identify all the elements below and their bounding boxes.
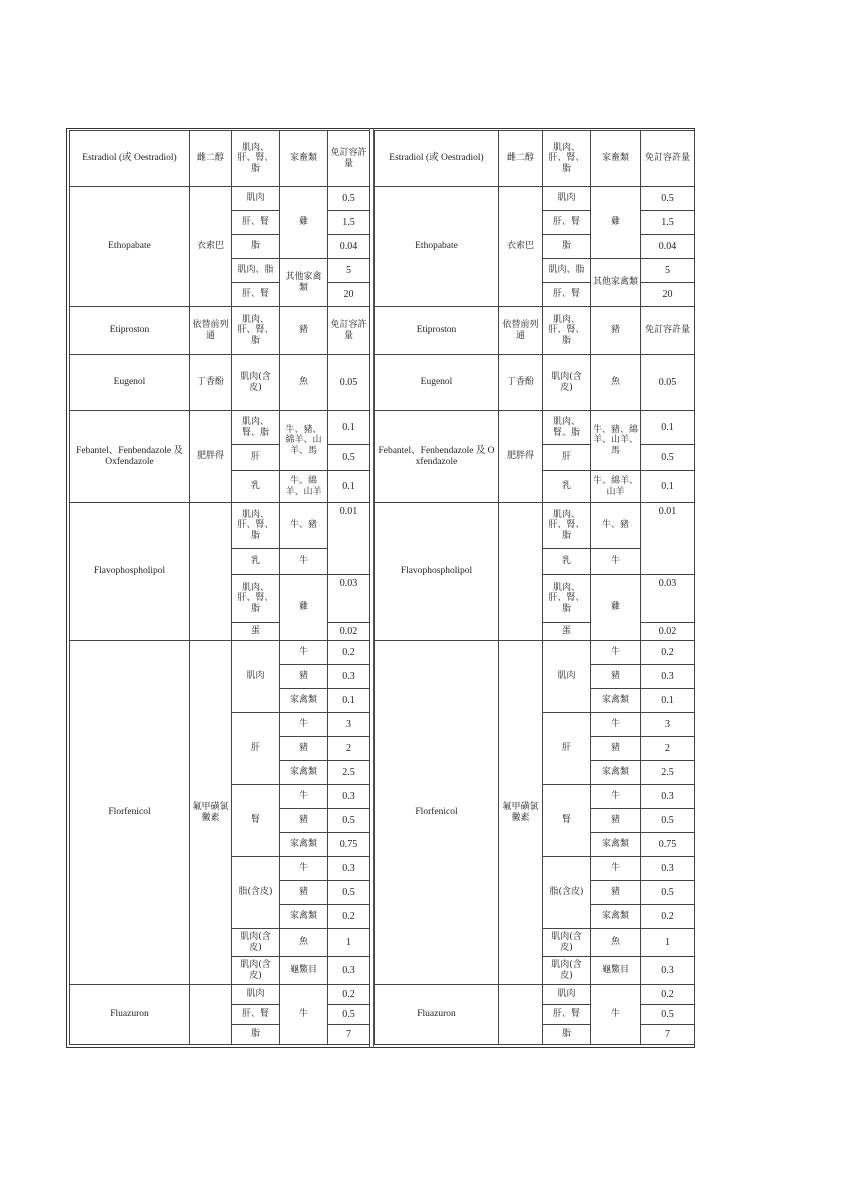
species: 豬 — [280, 881, 328, 905]
header-col2: 雌二醇 — [499, 131, 543, 187]
mrl-value: 0.01 — [328, 503, 370, 575]
mrl-value: 0.1 — [328, 471, 370, 503]
species: 雞 — [591, 575, 641, 641]
mrl-value: 0.1 — [641, 471, 695, 503]
header-col1: Estradiol (或 Oestradiol) — [70, 131, 190, 187]
tissue: 肝、腎 — [543, 283, 591, 307]
table-row — [70, 985, 370, 1005]
tissue: 肌肉 — [543, 985, 591, 1005]
mrl-value: 0.3 — [641, 957, 695, 985]
species: 牛 — [280, 785, 328, 809]
table-row — [375, 355, 695, 411]
mrl-value: 20 — [641, 283, 695, 307]
tissue: 肌肉(含皮) — [232, 957, 280, 985]
mrl-value: 1 — [328, 929, 370, 957]
header-col5: 免訂容許量 — [641, 131, 695, 187]
drug-cn-name: 丁香酚 — [499, 355, 543, 411]
species: 家禽類 — [280, 761, 328, 785]
tissue: 肌肉(含皮) — [232, 355, 280, 411]
mrl-value: 0.2 — [328, 641, 370, 665]
species: 牛、綿羊、山羊 — [280, 471, 328, 503]
mrl-value: 0.5 — [328, 187, 370, 211]
table-row — [375, 411, 695, 445]
tissue: 脂 — [232, 1025, 280, 1045]
drug-name: Florfenicol — [70, 641, 190, 985]
tissue: 肝 — [232, 713, 280, 785]
drug-cn-name: 依替前列通 — [190, 307, 232, 355]
tissue: 肌肉(含皮) — [543, 355, 591, 411]
tissue: 肝、腎 — [232, 211, 280, 235]
mrl-value: 0.2 — [328, 905, 370, 929]
species: 牛、豬、綿羊、山羊、馬 — [591, 411, 641, 471]
table-row — [375, 307, 695, 355]
species: 雞 — [591, 187, 641, 259]
mrl-value: 0.3 — [328, 785, 370, 809]
header-col1: Estradiol (或 Oestradiol) — [375, 131, 499, 187]
residue-table-right — [374, 130, 695, 1045]
mrl-value: 0.03 — [328, 575, 370, 623]
mrl-value: 0.2 — [641, 905, 695, 929]
species: 牛 — [280, 985, 328, 1045]
species: 牛 — [591, 785, 641, 809]
tissue: 肝 — [543, 713, 591, 785]
species: 魚 — [591, 929, 641, 957]
mrl-value: 0.5 — [328, 445, 370, 471]
species: 雞 — [280, 575, 328, 641]
species: 魚 — [280, 355, 328, 411]
tissue: 蛋 — [232, 623, 280, 641]
species: 牛、豬 — [280, 503, 328, 549]
drug-name: Etiproston — [70, 307, 190, 355]
drug-cn-name: 肥胖得 — [499, 411, 543, 503]
drug-name: Ethopabate — [375, 187, 499, 307]
tissue: 乳 — [232, 471, 280, 503]
species: 牛 — [591, 713, 641, 737]
drug-name: Flavophospholipol — [375, 503, 499, 641]
drug-cn-name: 衣索巴 — [190, 187, 232, 307]
table-row — [70, 307, 370, 355]
mrl-value: 0.5 — [641, 187, 695, 211]
drug-cn-name: 肥胖得 — [190, 411, 232, 503]
tissue: 肌肉、腎、脂 — [232, 411, 280, 445]
mrl-value: 2.5 — [328, 761, 370, 785]
tissue: 肝 — [543, 445, 591, 471]
tissue: 脂 — [543, 235, 591, 259]
mrl-value: 0.2 — [641, 985, 695, 1005]
species: 牛 — [280, 713, 328, 737]
mrl-value: 1.5 — [641, 211, 695, 235]
mrl-value: 5 — [328, 259, 370, 283]
tissue: 乳 — [543, 549, 591, 575]
species: 龜鱉目 — [280, 957, 328, 985]
mrl-value: 2.5 — [641, 761, 695, 785]
tissue: 腎 — [543, 785, 591, 857]
table-row — [375, 985, 695, 1005]
drug-cn-name: 衣索巴 — [499, 187, 543, 307]
mrl-value: 0.04 — [328, 235, 370, 259]
mrl-value: 0.01 — [641, 503, 695, 575]
species: 牛 — [591, 985, 641, 1045]
species: 牛 — [280, 549, 328, 575]
tissue: 肝、腎 — [543, 1005, 591, 1025]
drug-cn-name: 氟甲磺氯黴素 — [499, 641, 543, 985]
species: 家禽類 — [591, 761, 641, 785]
species: 豬 — [591, 665, 641, 689]
species: 豬 — [591, 307, 641, 355]
species: 牛 — [280, 641, 328, 665]
header-row — [375, 131, 695, 187]
species: 家禽類 — [591, 833, 641, 857]
drug-name: Flavophospholipol — [70, 503, 190, 641]
species: 家禽類 — [280, 689, 328, 713]
species: 家禽類 — [591, 689, 641, 713]
tissue: 肌肉(含皮) — [232, 929, 280, 957]
mrl-value: 0.3 — [641, 785, 695, 809]
drug-name: Florfenicol — [375, 641, 499, 985]
species: 其他家禽類 — [280, 259, 328, 307]
tissue: 肝 — [232, 445, 280, 471]
species: 牛 — [591, 857, 641, 881]
species: 魚 — [280, 929, 328, 957]
tissue: 脂 — [543, 1025, 591, 1045]
tissue: 肝、腎 — [543, 211, 591, 235]
header-col3: 肌肉、肝、腎、脂 — [232, 131, 280, 187]
tissue: 脂 — [232, 235, 280, 259]
table-row — [70, 411, 370, 445]
table-row — [375, 641, 695, 665]
mrl-value: 0.04 — [641, 235, 695, 259]
mrl-value: 5 — [641, 259, 695, 283]
mrl-value: 0.3 — [641, 857, 695, 881]
drug-cn-name — [499, 503, 543, 641]
species: 豬 — [591, 737, 641, 761]
tissue: 肌肉 — [232, 187, 280, 211]
drug-cn-name: 依替前列通 — [499, 307, 543, 355]
mrl-value: 20 — [328, 283, 370, 307]
mrl-value: 0.05 — [328, 355, 370, 411]
tissue: 肌肉、肝、腎、脂 — [543, 503, 591, 549]
mrl-value: 3 — [328, 713, 370, 737]
mrl-value: 0.1 — [641, 411, 695, 445]
mrl-value: 0.2 — [641, 641, 695, 665]
tissue: 肌肉(含皮) — [543, 929, 591, 957]
drug-name: Fluazuron — [70, 985, 190, 1045]
tissue: 肌肉、肝、腎、脂 — [232, 503, 280, 549]
tissue: 肌肉 — [232, 985, 280, 1005]
mrl-value: 0.02 — [328, 623, 370, 641]
drug-cn-name — [499, 985, 543, 1045]
species: 豬 — [280, 665, 328, 689]
mrl-value: 0.5 — [641, 881, 695, 905]
drug-name: Eugenol — [70, 355, 190, 411]
header-col4: 家畜類 — [280, 131, 328, 187]
drug-cn-name — [190, 985, 232, 1045]
header-col3: 肌肉、肝、腎、脂 — [543, 131, 591, 187]
mrl-value: 0.5 — [328, 881, 370, 905]
tissue: 肌肉 — [543, 187, 591, 211]
residue-table-left — [69, 130, 370, 1045]
mrl-value: 0.5 — [328, 809, 370, 833]
mrl-value: 1.5 — [328, 211, 370, 235]
mrl-value: 0.3 — [641, 665, 695, 689]
mrl-value: 0.1 — [328, 689, 370, 713]
tissue: 蛋 — [543, 623, 591, 641]
drug-cn-name — [190, 503, 232, 641]
species: 牛、綿羊、山羊 — [591, 471, 641, 503]
mrl-value: 1 — [641, 929, 695, 957]
tissue: 乳 — [543, 471, 591, 503]
mrl-value: 免訂容許量 — [641, 307, 695, 355]
drug-cn-name: 氟甲磺氯黴素 — [190, 641, 232, 985]
mrl-value: 0.5 — [641, 809, 695, 833]
table-row — [70, 641, 370, 665]
species: 牛、豬、綿羊、山羊、馬 — [280, 411, 328, 471]
mrl-value: 0.3 — [328, 665, 370, 689]
drug-name: Ethopabate — [70, 187, 190, 307]
drug-name: Fluazuron — [375, 985, 499, 1045]
mrl-value: 0.5 — [328, 1005, 370, 1025]
mrl-value: 0.05 — [641, 355, 695, 411]
table-row — [70, 355, 370, 411]
mrl-value: 0.5 — [641, 445, 695, 471]
tissue: 乳 — [232, 549, 280, 575]
mrl-value: 0.2 — [328, 985, 370, 1005]
table-row — [375, 187, 695, 211]
species: 其他家禽類 — [591, 259, 641, 307]
mrl-value: 0.03 — [641, 575, 695, 623]
mrl-value: 3 — [641, 713, 695, 737]
mrl-value: 0.5 — [641, 1005, 695, 1025]
table-row — [70, 503, 370, 549]
tissue: 肌肉、肝、腎、脂 — [543, 575, 591, 623]
species: 豬 — [280, 809, 328, 833]
mrl-value: 7 — [641, 1025, 695, 1045]
mrl-value: 0.02 — [641, 623, 695, 641]
species: 魚 — [591, 355, 641, 411]
mrl-value: 0.1 — [328, 411, 370, 445]
species: 牛 — [591, 549, 641, 575]
tissue: 肌肉、脂 — [232, 259, 280, 283]
tissue: 肌肉、肝、腎、脂 — [232, 575, 280, 623]
drug-cn-name: 丁香酚 — [190, 355, 232, 411]
species: 家禽類 — [280, 833, 328, 857]
tissue: 肌肉 — [543, 641, 591, 713]
species: 豬 — [280, 737, 328, 761]
mrl-value: 0.1 — [641, 689, 695, 713]
header-col4: 家畜類 — [591, 131, 641, 187]
tissue: 肌肉、肝、腎、脂 — [232, 307, 280, 355]
tissue: 肝、腎 — [232, 283, 280, 307]
tissue: 肌肉 — [232, 641, 280, 713]
mrl-value: 7 — [328, 1025, 370, 1045]
tissue: 肌肉、腎、脂 — [543, 411, 591, 445]
tissue: 肌肉(含皮) — [543, 957, 591, 985]
mrl-value: 免訂容許量 — [328, 307, 370, 355]
species: 家禽類 — [591, 905, 641, 929]
tissue: 肝、腎 — [232, 1005, 280, 1025]
species: 豬 — [591, 881, 641, 905]
header-col5: 免訂容許量 — [328, 131, 370, 187]
tissue: 脂(含皮) — [543, 857, 591, 929]
mrl-value: 2 — [641, 737, 695, 761]
tissue: 肌肉、肝、腎、脂 — [543, 307, 591, 355]
header-row — [70, 131, 370, 187]
species: 家禽類 — [280, 905, 328, 929]
mrl-value: 0.75 — [328, 833, 370, 857]
drug-name: Febantel、Fenbendazole 及 Oxfendazole — [375, 411, 499, 503]
species: 雞 — [280, 187, 328, 259]
mrl-value: 2 — [328, 737, 370, 761]
header-col2: 雌二醇 — [190, 131, 232, 187]
mrl-value: 0.3 — [328, 957, 370, 985]
species: 牛 — [591, 641, 641, 665]
mrl-value: 0.3 — [328, 857, 370, 881]
species: 牛 — [280, 857, 328, 881]
species: 豬 — [280, 307, 328, 355]
table-row — [70, 187, 370, 211]
drug-name: Febantel、Fenbendazole 及 Oxfendazole — [70, 411, 190, 503]
mrl-value: 0.75 — [641, 833, 695, 857]
drug-name: Eugenol — [375, 355, 499, 411]
tissue: 腎 — [232, 785, 280, 857]
drug-name: Etiproston — [375, 307, 499, 355]
species: 龜鱉目 — [591, 957, 641, 985]
species: 牛、豬 — [591, 503, 641, 549]
tissue: 肌肉、脂 — [543, 259, 591, 283]
table-row — [375, 503, 695, 549]
tissue: 脂(含皮) — [232, 857, 280, 929]
species: 豬 — [591, 809, 641, 833]
